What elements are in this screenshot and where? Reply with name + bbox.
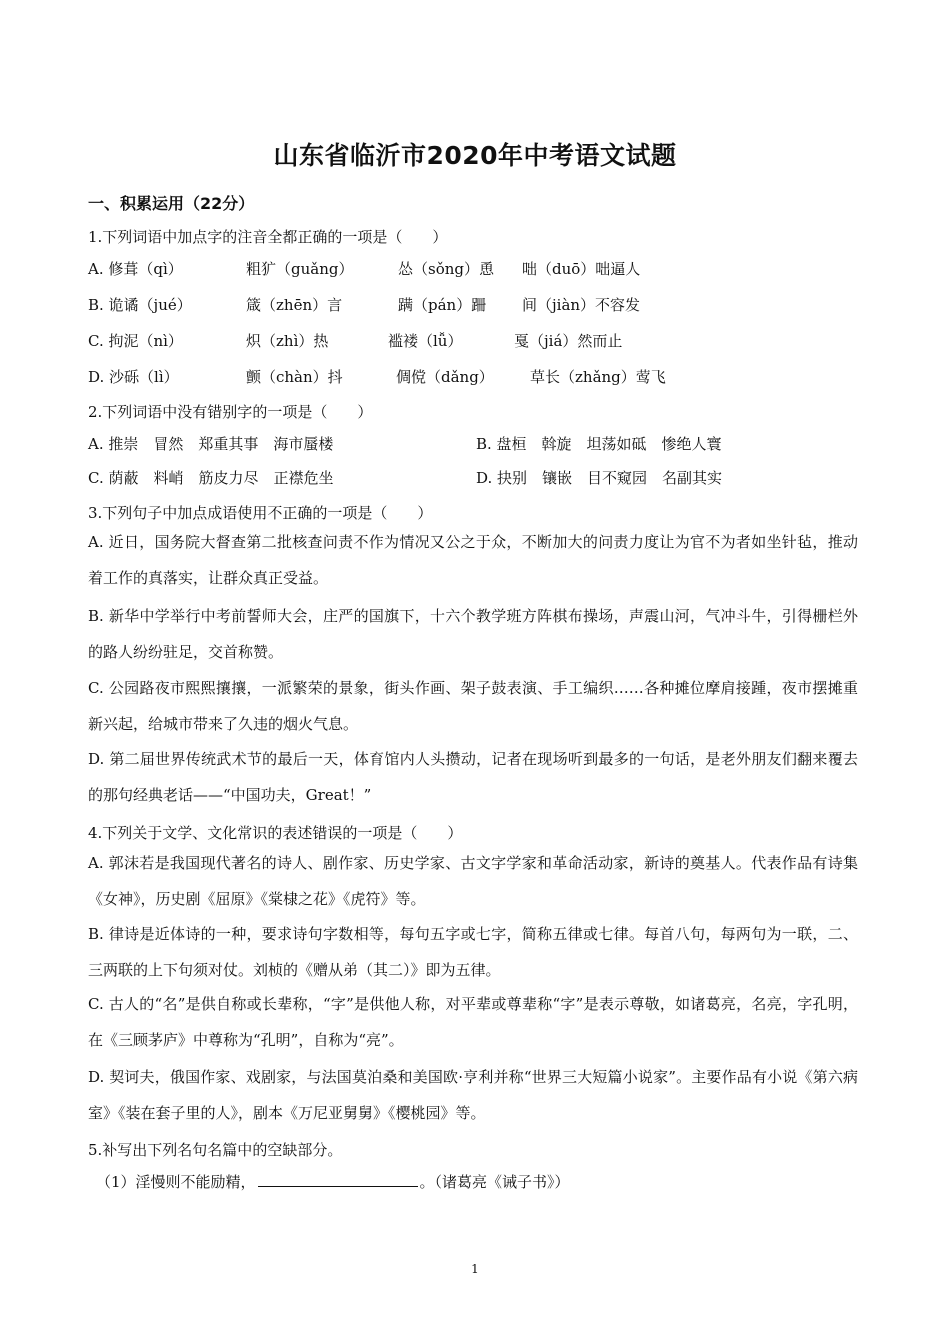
q4-option-d: D. 契诃夫，俄国作家、戏剧家，与法国莫泊桑和美国欧·亨利并称“世界三大短篇小说家”。主要作品有小说《第六病室》《装在套子里的人》，剧本《万尼亚舅舅》《樱桃园》等。 [88, 1068, 858, 1122]
q1-stem: 1.下列词语中加点字的注音全都正确的一项是（ ） [88, 228, 448, 246]
q5-item-1-before: （1）淫慢则不能励精， [96, 1173, 256, 1191]
q5-item-1 [96, 1171, 570, 1192]
q1-c-4: 戛（jiá）然而止 [514, 332, 623, 350]
q3-stem: 3.下列句子中加点成语使用不正确的一项是（ ） [88, 504, 433, 522]
q5-stem: 5.补写出下列名句名篇中的空缺部分。 [88, 1141, 343, 1159]
q4-option-a: A. 郭沫若是我国现代著名的诗人、剧作家、历史学家、古文字学家和革命活动家，新诗的奠基人。代表作品有诗集《女神》，历史剧《屈原》《棠棣之花》《虎符》等。 [88, 854, 858, 908]
q1-d-1: D. 沙砾（lì） [88, 368, 179, 386]
q1-d-3: 倜傥（dǎng） [396, 368, 494, 386]
q1-d-4: 草长（zhǎng）莺飞 [530, 368, 666, 386]
q3-option-b: B. 新华中学举行中考前誓师大会，庄严的国旗下，十六个教学班方阵棋布操场，声震山河，气冲斗牛，引得栅栏外的路人纷纷驻足，交首称赞。 [88, 607, 858, 661]
q1-c-2: 炽（zhì）热 [246, 332, 329, 350]
section-heading: 一、积累运用（22分） [88, 194, 255, 213]
page-title: 山东省临沂市2020年中考语文试题 [273, 141, 677, 170]
q4-option-b: B. 律诗是近体诗的一种，要求诗句字数相等，每句五字或七字，简称五律或七律。每首八句，每两句为一联，二、三两联的上下句须对仗。刘桢的《赠从弟（其二）》即为五律。 [88, 925, 858, 979]
q1-a-3: 怂（sǒng）恿 [398, 260, 494, 278]
q3-option-a: A. 近日，国务院大督查第二批核查问责不作为情况又公之于众，不断加大的问责力度让为官不为者如坐针毡，推动着工作的真落实，让群众真正受益。 [88, 533, 858, 587]
q1-a-4: 咄（duō）咄逼人 [522, 260, 641, 278]
page-number: 1 [471, 1262, 479, 1276]
q4-option-c: C. 古人的“名”是供自称或长辈称，“字”是供他人称，对平辈或尊辈称“字”是表示尊敬，如诸葛亮，名亮，字孔明，在《三顾茅庐》中尊称为“孔明”，自称为“亮”。 [88, 995, 858, 1049]
q3-option-c: C. 公园路夜市熙熙攘攘，一派繁荣的景象，街头作画、架子鼓表演、手工编织……各种摊位摩肩接踵，夜市摆摊重新兴起，给城市带来了久违的烟火气息。 [88, 679, 858, 733]
q1-a-2: 粗犷（guǎng） [246, 260, 354, 278]
q1-c-3: 褴褛（lǚ） [388, 332, 463, 350]
q1-b-3: 蹒（pán）跚 [398, 296, 487, 314]
q2-option-d: D. 抉别 镶嵌 目不窥园 名副其实 [476, 469, 723, 487]
q1-b-2: 箴（zhēn）言 [246, 296, 343, 314]
q2-option-c: C. 荫蔽 料峭 筋皮力尽 正襟危坐 [88, 469, 334, 487]
q1-a-1: A. 修葺（qì） [88, 260, 183, 278]
q3-option-d: D. 第二届世界传统武术节的最后一天，体育馆内人头攒动，记者在现场听到最多的一句话，是老外朋友们翻来覆去的那句经典老话——“中国功夫，Great！” [88, 750, 858, 804]
q2-option-b: B. 盘桓 斡旋 坦荡如砥 惨绝人寰 [476, 435, 722, 453]
q1-b-1: B. 诡谲（jué） [88, 296, 192, 314]
q1-b-4: 间（jiàn）不容发 [522, 296, 641, 314]
q1-c-1: C. 拘泥（nì） [88, 332, 183, 350]
q4-stem: 4.下列关于文学、文化常识的表述错误的一项是（ ） [88, 824, 463, 842]
q1-d-2: 颤（chàn）抖 [246, 368, 343, 386]
q2-stem: 2.下列词语中没有错别字的一项是（ ） [88, 403, 373, 421]
q2-option-a: A. 推崇 冒然 郑重其事 海市蜃楼 [88, 435, 334, 453]
q5-answer-blank[interactable] [258, 1172, 418, 1187]
q5-item-1-after: 。（诸葛亮《诫子书》） [419, 1173, 570, 1191]
